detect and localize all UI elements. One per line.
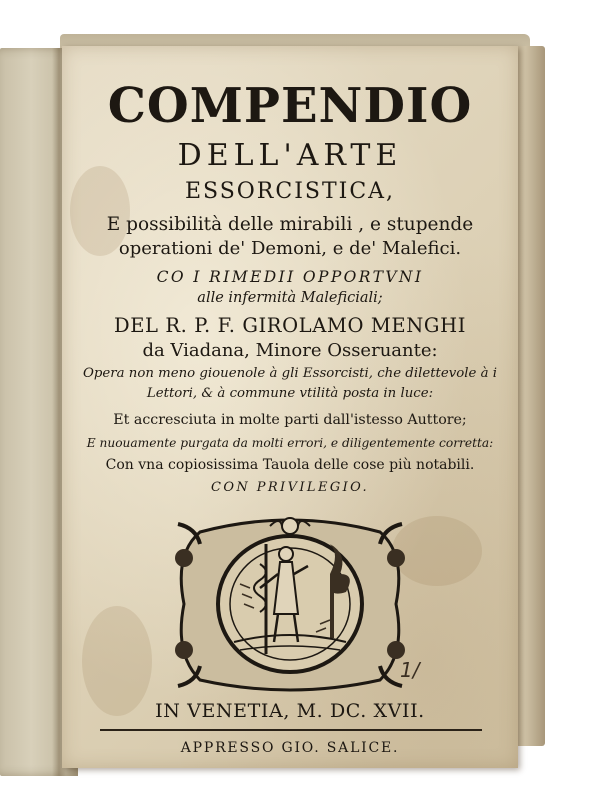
author-line-2: da Viadana, Minore Osseruante: bbox=[142, 340, 438, 361]
title-page bbox=[62, 46, 518, 768]
title-line-2: DELL'ARTE bbox=[177, 138, 403, 173]
handwritten-note: 1/ bbox=[400, 658, 420, 682]
imprint-place: IN VENETIA, M. DC. XVII. bbox=[155, 700, 425, 722]
description-line-3: Et accresciuta in molte parti dall'istesso Auttore; bbox=[113, 412, 467, 428]
description-line-5: Con vna copiosissima Tauola delle cose più notabili. bbox=[105, 457, 475, 473]
title-main: COMPENDIO bbox=[107, 78, 473, 134]
printers-device-woodcut-icon bbox=[170, 514, 410, 694]
imprint-printer: APPRESSO GIO. SALICE. bbox=[180, 740, 400, 756]
description-line-1: Opera non meno giouenole à gli Essorcisti, che dilettevole à i bbox=[82, 366, 498, 381]
subtitle-line-2: operationi de' Demoni, e de' Malefici. bbox=[118, 238, 462, 259]
remedies-line: CO I RIMEDII OPPORTVNI bbox=[156, 268, 424, 286]
description-line-2: Lettori, & à commune vtilità posta in luce: bbox=[146, 386, 434, 401]
book bbox=[0, 18, 545, 778]
remedies-line-2: alle infermità Maleficiali; bbox=[197, 290, 383, 306]
imprint-rule bbox=[100, 729, 482, 731]
title-line-3: ESSORCISTICA, bbox=[184, 179, 396, 204]
description-line-4: E nuouamente purgata da molti errori, e diligentemente corretta: bbox=[86, 436, 494, 450]
author-line: DEL R. P. F. GIROLAMO MENGHI bbox=[113, 314, 467, 337]
privilege-line: CON PRIVILEGIO. bbox=[211, 480, 369, 495]
subtitle-line-1: E possibilità delle mirabili , e stupende bbox=[106, 214, 474, 235]
